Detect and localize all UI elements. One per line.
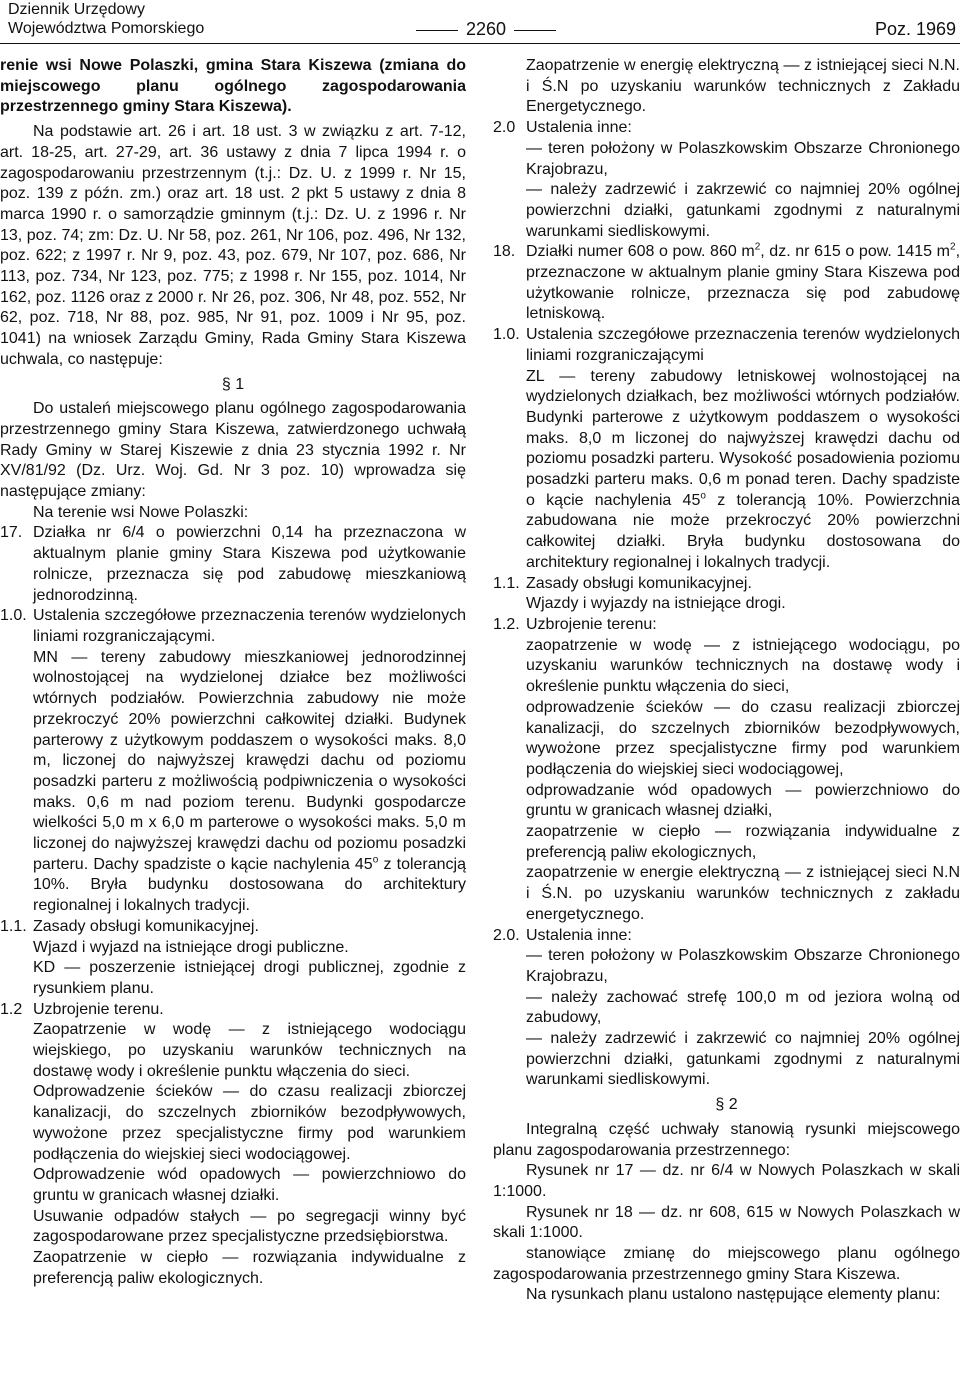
item-1-0	[0, 606, 466, 647]
drawing-17: Rysunek nr 17 — dz. nr 6/4 w Nowych Polaszkach w skali 1:1000.	[493, 1162, 960, 1200]
item-2-0	[493, 118, 960, 139]
item-1-1-kd: KD — poszerzenie istniejącej drogi publicznej, zgodnie z rysunkiem planu.	[33, 959, 466, 997]
zl-zone-text	[493, 367, 960, 574]
item-18-text-b: , dz. nr 615 o pow. 1415 m	[760, 243, 950, 261]
r-item-2-0-text: Ustalenia inne:	[526, 926, 632, 944]
item-1-2	[0, 1000, 466, 1021]
plan-change-note: stanowiące zmianę do miejscowego planu ogólnego zagospodarowania przestrzennego gminy Stara Kiszewa.	[493, 1245, 960, 1283]
degree-sign: o	[372, 854, 379, 866]
item-1-0-text: Ustalenia szczegółowe przeznaczenia terenów wydzielonych liniami rozgraniczającymi.	[33, 607, 466, 645]
zl-degree-sign: o	[700, 490, 706, 502]
item-18-text-c: , przeznaczone w aktualnym planie gminy Stara Kiszewa pod użytkowanie rolnicze, przeznacza się pod zabudowę letniskową.	[526, 243, 960, 323]
voivodeship-name: Województwa Pomorskiego	[8, 20, 205, 37]
resolution-title: renie wsi Nowe Polaszki, gmina Stara Kiszewa (zmiana do miejscowego planu ogólnego zagospodarowania przestrzennego gminy Stara Kiszewa).	[0, 57, 466, 116]
item-1-1-number: 1.1.	[0, 917, 27, 935]
rainwater: Odprowadzenie wód opadowych — powierzchniowo do gruntu w granicach własnej działki.	[33, 1166, 466, 1204]
r-lake-buffer: — należy zachować strefę 100,0 m od jeziora wolną od zabudowy,	[526, 988, 960, 1027]
r-item-2-0-number: 2.0.	[493, 926, 520, 944]
item-1-1	[0, 917, 466, 938]
page-number-value: 2260	[466, 19, 507, 39]
item-2-0-number: 2.0	[493, 119, 516, 137]
mn-zone-tail: z tolerancją 10%. Bryła budynku dostosowana do architektury regionalnej i lokalnych tradycji.	[33, 855, 466, 915]
zl-zone-body: ZL — tereny zabudowy letniskowej wolnostojącej na wydzielonych działkach, bez możliwości wtórnych podziałów. Budynki parterowe z użytkowym poddaszem o wysokości maks. 8,0 m liczonej do najwyższej krawędzi dachu od poziomu posadzki parteru. Wysokość posadowienia poziomu posadzki parteru maks. 0,6 m ponad teren. Dachy spadziste o kącie nachylenia 45	[526, 367, 960, 509]
afforestation: — należy zadrzewić i zakrzewić co najmniej 20% ogólnej powierzchni działki, gatunkami zgodnymi z naturalnymi warunkami siedliskowymi.	[526, 181, 960, 240]
item-17-number: 17.	[0, 524, 23, 542]
paragraph-1-text: Do ustaleń miejscowego planu ogólnego zagospodarowania przestrzennego gminy Stara Kiszewa, zatwierdzonego uchwałą Rady Gminy w Starej Kiszewie z dnia 23 stycznia 1992 r. Nr XV/81/92 (Dz. Urz. Woj. Gd. Nr 3 poz. 10) wprowadza się następujące zmiany:	[0, 400, 466, 501]
item-1-0-number: 1.0.	[0, 607, 27, 625]
r-item-1-2	[493, 615, 960, 636]
zl-zone-tail: z tolerancją 10%. Powierzchnia zabudowana nie może przekroczyć 20% powierzchni całkowitej działki. Bryła budynku dostosowana do architektury regionalnej i lokalnych tradycji.	[526, 491, 960, 571]
dash-left	[416, 30, 458, 31]
r-afforestation: — należy zadrzewić i zakrzewić co najmniej 20% ogólnej powierzchni działki, gatunkami zgodnymi z naturalnymi warunkami siedliskowymi.	[526, 1030, 960, 1089]
area-label: Na terenie wsi Nowe Polaszki:	[33, 503, 249, 521]
protected-landscape: — teren położony w Polaszkowskim Obszarze Chronionego Krajobrazu,	[526, 139, 960, 178]
page-header	[0, 0, 960, 44]
item-1-1-text: Zasady obsługi komunikacyjnej.	[33, 917, 259, 935]
mn-zone-body: MN — tereny zabudowy mieszkaniowej jednorodzinnej wolnostojącej na wydzielonej działce bez możliwości wtórnych podziałów. Powierzchnia zabudowy nie może przekroczyć 20% powierzchni całkowitej działki. Budynek parterowy z użytkowym poddaszem o wysokości maks. 8,0 m, liczonej do najwyższej krawędzi dachu od poziomu posadzki parteru z możliwością podpiwniczenia o wysokości maks. 0,6 m nad poziom terenu. Budynki gospodarcze wielkości 5,0 m x 6,0 m parterowe o wysokości maks. 5,0 m liczonej do najwyższej krawędzi dachu od poziomu posadzki parteru. Dachy spadziste o kącie nachylenia 45	[33, 648, 466, 873]
item-1-2-text: Uzbrojenie terenu.	[33, 1000, 164, 1018]
item-2-0-text: Ustalenia inne:	[526, 119, 632, 137]
r-item-1-1-number: 1.1.	[493, 574, 520, 592]
r-protected-landscape: — teren położony w Polaszkowskim Obszarze Chronionego Krajobrazu,	[526, 947, 960, 985]
r-heating: zaopatrzenie w ciepło — rozwiązania indywidualne z preferencją paliw ekologicznych,	[526, 823, 960, 861]
position-number: Poz. 1969	[874, 19, 956, 39]
legend-intro: Na rysunkach planu ustalono następujące elementy planu:	[526, 1286, 941, 1304]
sewage: Odprowadzenie ścieków — do czasu realizacji zbiorczej kanalizacji, do szczelnych zbiorników bezodpływowych, wywożone przez specjalistyczne firmy pod warunkiem podłączenia do wiejskiej sieci wodociągowej.	[33, 1083, 466, 1163]
left-column	[0, 56, 466, 1289]
r-item-1-1	[493, 574, 960, 595]
item-17	[0, 523, 466, 606]
item-18-number: 18.	[493, 243, 516, 261]
page-number	[408, 18, 564, 40]
r-item-2-0	[493, 926, 960, 947]
r-rainwater: odprowadzanie wód opadowych — powierzchniowo do gruntu w granicach własnej działki,	[526, 781, 960, 820]
legal-basis: Na podstawie art. 26 i art. 18 ust. 3 w związku z art. 7-12, art. 18-25, art. 27-29, art. 36 ustawy z dnia 7 lipca 1994 r. o zagospodarowaniu przestrzennym (t.j.: Dz. U. z 1999 r. Nr 15, poz. 139 z późn. zm.) oraz art. 18 ust. 2 pkt 5 ustawy z dnia 8 marca 1990 r. o samorządzie gminnym (t.j.: Dz. U. z 1996 r. Nr 13, poz. 74; zm: Dz. U. Nr 58, poz. 261, Nr 106, poz. 496, Nr 132, poz. 622; z 1997 r. Nr 9, poz. 43, poz. 679, Nr 107, poz. 686, Nr 113, poz. 734, Nr 123, poz. 775; z 1998 r. Nr 155, poz. 1014, Nr 162, poz. 1126 oraz z 2000 r. Nr 26, poz. 306, Nr 48, poz. 552, Nr 62, poz. 718, Nr 88, poz. 985, Nr 91, poz. 1009 i Nr 95, poz. 1041) na wniosek Zarządu Gminy, Rada Gminy Stara Kiszewa uchwala, co następuje:	[0, 123, 466, 368]
mn-zone-text	[0, 648, 466, 917]
r-water-supply: zaopatrzenie w wodę — z istniejącego wodociągu, po uzyskaniu warunków technicznych na dostawę wody i określenie punktu włączenia do sieci,	[526, 636, 960, 696]
r-item-1-2-text: Uzbrojenie terenu:	[526, 615, 657, 633]
r-item-1-0-number: 1.0.	[493, 326, 520, 344]
item-18	[493, 242, 960, 325]
right-column	[493, 56, 960, 1306]
r-item-1-0-text: Ustalenia szczegółowe przeznaczenia terenów wydzielonych liniami rozgraniczającymi	[526, 326, 960, 364]
paragraph-1-heading: § 1	[221, 375, 245, 393]
sup-m2-1: 2	[754, 242, 761, 253]
r-item-1-1-text: Zasady obsługi komunikacyjnej.	[526, 574, 752, 592]
solid-waste: Usuwanie odpadów stałych — po segregacji winny być zagospodarowane przez specjalistyczne przedsiębiorstwa.	[33, 1207, 466, 1246]
r-electricity: zaopatrzenie w energie elektryczną — z istniejącej sieci N.N i Ś.N. po uzyskaniu warunków technicznych z zakładu energetycznego.	[526, 864, 960, 923]
water-supply: Zaopatrzenie w wodę — z istniejącego wodociągu wiejskiego, po uzyskaniu warunków technicznych na dostawę wody i określenie punktu włączenia do sieci.	[33, 1021, 466, 1080]
paragraph-2-text: Integralną część uchwały stanowią rysunki miejscowego planu zagospodarowania przestrzennego:	[493, 1120, 960, 1159]
item-18-text-a: Działki numer 608 o pow. 860 m	[526, 243, 755, 261]
drawing-18: Rysunek nr 18 — dz. nr 608, 615 w Nowych Polaszkach w skali 1:1000.	[493, 1203, 960, 1242]
dash-right	[514, 30, 556, 31]
header-rule	[0, 43, 960, 44]
journal-title: Dziennik Urzędowy	[8, 1, 145, 18]
item-17-text: Działka nr 6/4 o powierzchni 0,14 ha przeznaczona w aktualnym planie gminy Stara Kiszewa pod użytkowanie rolnicze, przeznacza się pod zabudowę mieszkaniową jednorodzinną.	[33, 524, 466, 604]
r-sewage: odprowadzenie ścieków — do czasu realizacji zbiorczej kanalizacji, do szczelnych zbiorników bezodpływowych, wywożone przez specjalistyczne firmy pod warunkiem podłączenia do wiejskiej sieci wodociągowej,	[526, 698, 960, 778]
paragraph-2-heading: § 2	[715, 1096, 738, 1114]
r-item-1-2-number: 1.2.	[493, 615, 520, 633]
item-1-2-number: 1.2	[0, 1000, 23, 1018]
r-item-1-0	[493, 325, 960, 366]
item-1-1-access: Wjazd i wyjazd na istniejące drogi publiczne.	[33, 938, 349, 956]
sup-m2-2: 2	[950, 242, 956, 253]
heating: Zaopatrzenie w ciepło — rozwiązania indywidualne z preferencją paliw ekologicznych.	[33, 1249, 466, 1287]
r-item-1-1-access: Wjazdy i wyjazdy na istniejące drogi.	[526, 595, 786, 613]
item-18-text	[526, 242, 960, 325]
electricity-supply: Zaopatrzenie w energię elektryczną — z istniejącej sieci N.N. i Ś.N po uzyskaniu warunków technicznych z Zakładu Energetycznego.	[526, 57, 960, 116]
